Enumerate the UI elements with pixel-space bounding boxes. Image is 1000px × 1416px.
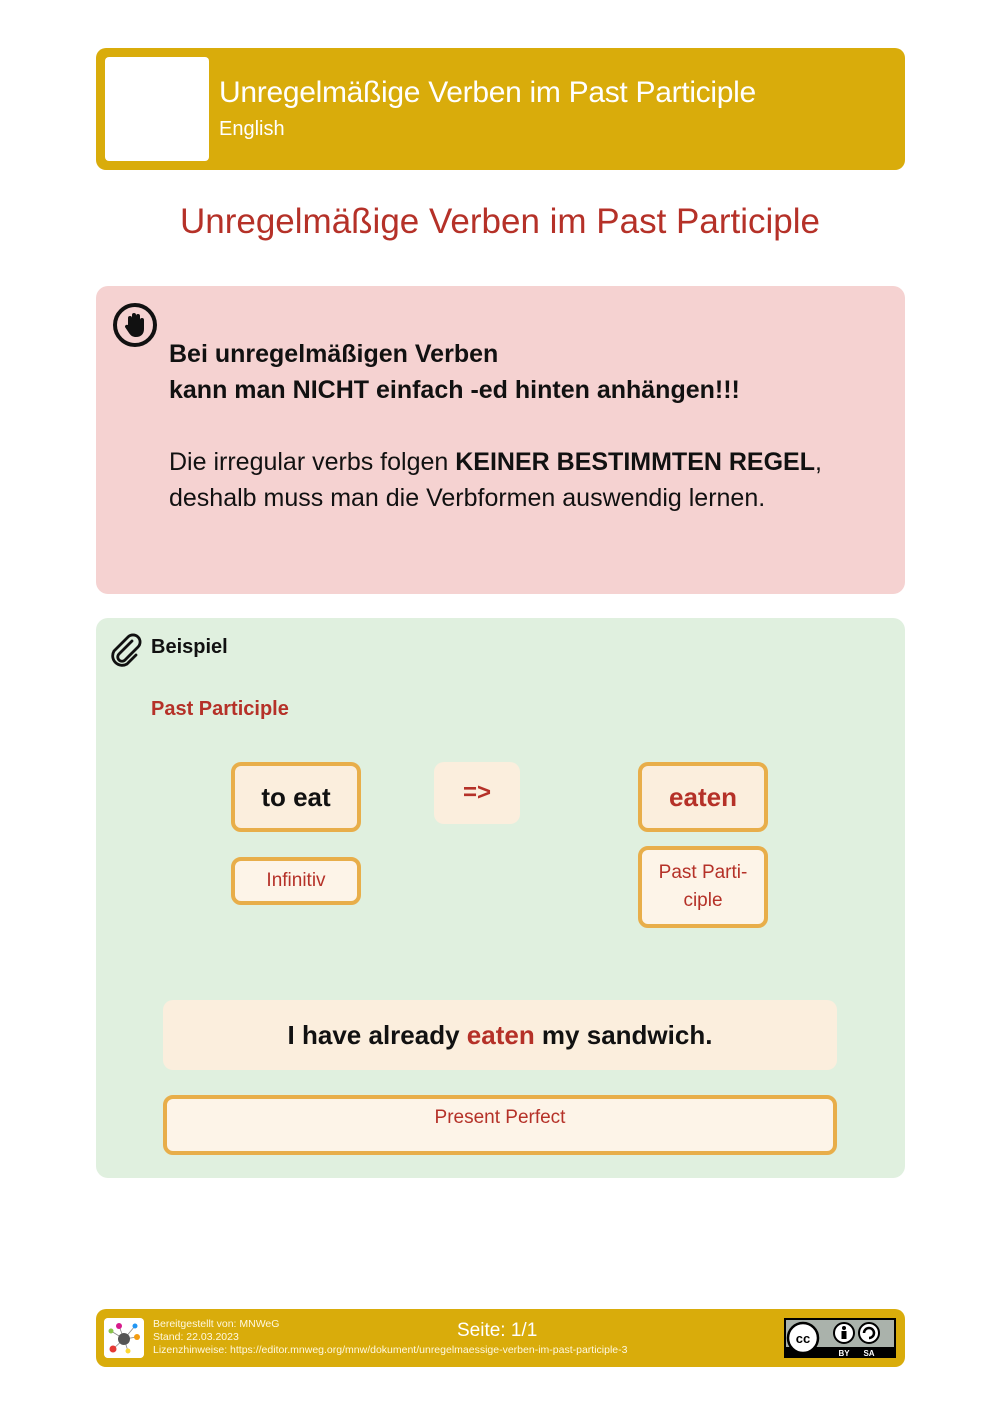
date-stamp: Stand: 22.03.2023 xyxy=(153,1331,239,1343)
page-number: Seite: 1/1 xyxy=(457,1320,538,1341)
mnweg-logo-icon xyxy=(104,1318,144,1358)
header-title: Unregelmäßige Verben im Past Participle xyxy=(219,76,756,109)
body-text: Die irregular verbs folgen xyxy=(169,448,456,476)
arrow-card: => xyxy=(434,762,520,824)
cc-by-sa-icon xyxy=(784,1318,896,1358)
sentence-highlight: eaten xyxy=(466,1019,535,1050)
example-box xyxy=(96,618,905,1178)
headline-line-2: kann man NICHT einfach -ed hinten anhängen!!! xyxy=(169,376,740,404)
participle-label xyxy=(638,846,768,928)
header-banner xyxy=(96,48,905,170)
license-link[interactable]: Lizenzhinweise: https://editor.mnweg.org/mnw/dokument/unregelmaessige-verben-im-past-participle-3 xyxy=(153,1344,628,1356)
section-label: Past Participle xyxy=(151,698,289,720)
provided-by: Bereitgestellt von: MNWeG xyxy=(153,1318,280,1330)
svg-text:SA: SA xyxy=(863,1349,875,1358)
body-emphasis: KEINER BESTIMMTEN REGEL xyxy=(455,448,815,476)
headline-line-1: Bei unregelmäßigen Verben xyxy=(169,340,499,368)
body-line-2: deshalb muss man die Verbformen auswendig lernen. xyxy=(169,484,766,512)
header-subject: English xyxy=(219,118,285,140)
warning-box xyxy=(96,286,905,594)
logo-placeholder xyxy=(105,57,209,161)
infinitive-label: Infinitiv xyxy=(231,857,361,905)
footer-meta xyxy=(153,1318,627,1357)
sentence-end: my sandwich. xyxy=(534,1019,713,1050)
example-label: Beispiel xyxy=(151,636,228,658)
participle-label-line-2: ciple xyxy=(683,890,723,911)
warning-headline xyxy=(169,336,740,408)
footer xyxy=(96,1309,905,1367)
sentence-start: I have already xyxy=(287,1019,467,1050)
example-sentence xyxy=(163,1000,837,1070)
svg-text:cc: cc xyxy=(795,1331,811,1346)
page-title: Unregelmäßige Verben im Past Participle xyxy=(179,202,820,241)
participle-label-line-1: Past Parti- xyxy=(658,862,748,883)
svg-text:BY: BY xyxy=(838,1349,850,1358)
hand-stop-icon xyxy=(111,301,159,349)
body-text-comma: , xyxy=(815,448,822,476)
tense-label: Present Perfect xyxy=(163,1095,837,1155)
warning-body xyxy=(169,444,822,516)
paperclip-icon xyxy=(108,632,144,668)
participle-card: eaten xyxy=(638,762,768,832)
infinitive-card: to eat xyxy=(231,762,361,832)
